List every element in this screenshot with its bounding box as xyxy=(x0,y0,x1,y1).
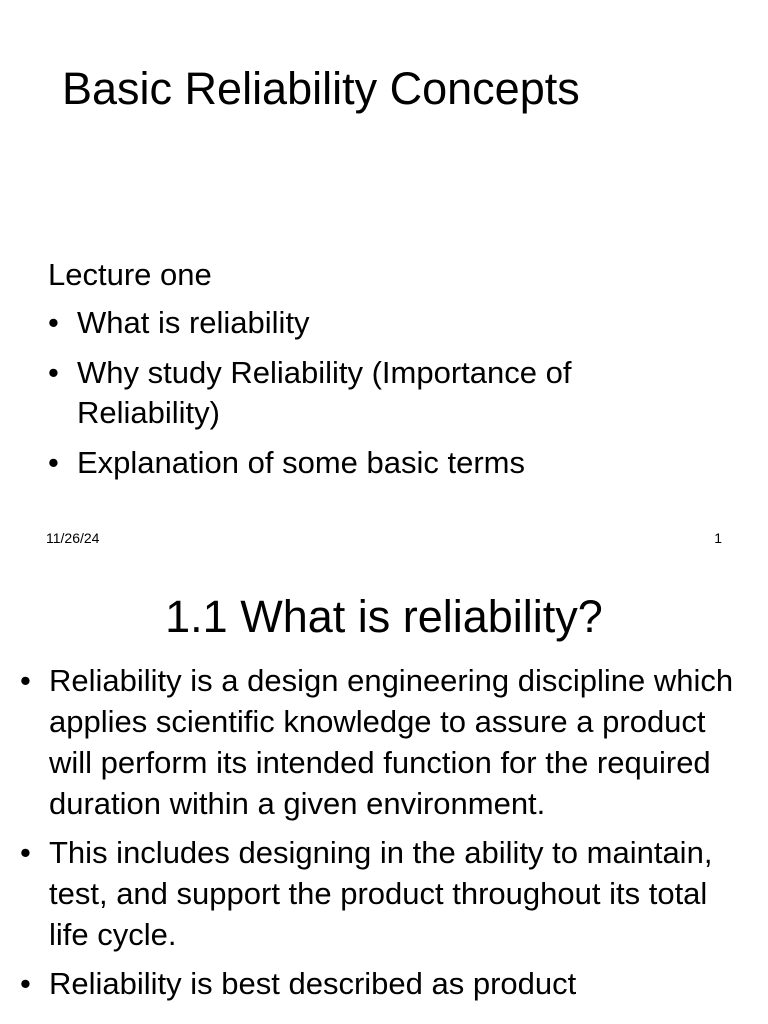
slide-title: Basic Reliability Concepts xyxy=(62,63,580,114)
slide-2 xyxy=(0,576,768,1024)
list-item-text: Explanation of some basic terms xyxy=(77,445,525,480)
bullet-icon: • xyxy=(20,663,31,698)
bullet-icon: • xyxy=(20,966,31,1001)
list-item xyxy=(48,303,688,343)
slide-title: 1.1 What is reliability? xyxy=(165,591,603,642)
list-item-text: What is reliability xyxy=(77,305,310,340)
lecture-label: Lecture one xyxy=(48,257,212,292)
slide-page-number: 1 xyxy=(714,530,722,546)
slide-date: 11/26/24 xyxy=(46,530,100,546)
list-item-text: Why study Reliability (Importance of Reliability) xyxy=(77,355,572,430)
topic-list xyxy=(48,303,688,483)
list-item xyxy=(48,443,688,483)
slide-subtitle-block xyxy=(48,255,688,493)
list-item xyxy=(20,832,750,955)
bullet-icon: • xyxy=(48,305,59,340)
bullet-icon: • xyxy=(48,445,59,480)
bullet-icon: • xyxy=(20,835,31,870)
list-item xyxy=(48,353,688,433)
bullet-icon: • xyxy=(48,355,59,390)
list-item xyxy=(20,963,750,1004)
list-item-text: This includes designing in the ability to maintain, test, and support the product throughout its total life cycle. xyxy=(49,835,713,952)
list-item xyxy=(20,660,750,824)
list-item-text: Reliability is a design engineering discipline which applies scientific knowledge to assure a product will perform its intended function for the required duration within a given environment. xyxy=(49,663,734,821)
list-item-text: Reliability is best described as product xyxy=(49,966,577,1001)
content-list xyxy=(20,660,750,1012)
